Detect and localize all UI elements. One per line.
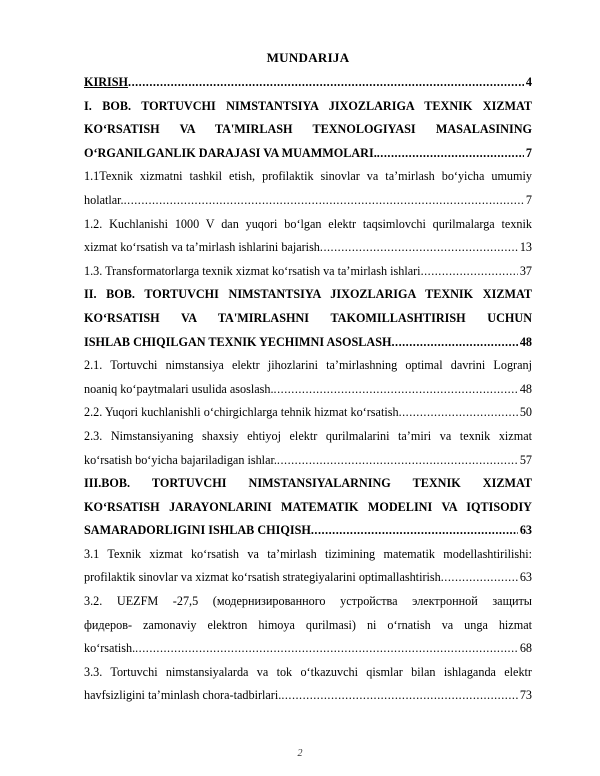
toc-entry[interactable] [84, 165, 532, 212]
toc-page-number: 63 [519, 523, 532, 538]
dot-leader [277, 449, 518, 473]
toc-entry-text: KO‘RSATISH JARAYONLARINI MATEMATIK MODELINI VA IQTISODIY [84, 499, 532, 514]
dot-leader [128, 71, 524, 95]
dot-leader [377, 142, 524, 166]
table-of-contents [84, 71, 532, 708]
toc-entry[interactable] [84, 354, 532, 401]
toc-entry-text: III.BOB. TORTUVCHI NIMSTANSIYALARNING TEXNIK XIZMAT [84, 476, 532, 491]
toc-entry[interactable] [84, 401, 532, 425]
toc-entry-text: 1.3. Transformatorlarga texnik xizmat ko‘rsatish va ta’mirlash ishlari [84, 263, 421, 278]
toc-entry[interactable] [84, 543, 532, 590]
toc-entry-text: holatlar. [84, 192, 124, 207]
toc-entry-text: 2.1. Tortuvchi nimstansiya elektr jihozlarini ta’mirlashning optimal davrini Logranj [84, 358, 532, 373]
toc-entry-text: KO‘RSATISH VA TA'MIRLASH TEXNOLOGIYASI MASALASINING [84, 122, 532, 137]
toc-page-number: 73 [519, 688, 532, 703]
toc-entry-text: II. BOB. TORTUVCHI NIMSTANTSIYA JIXOZLARIGA TEXNIK XIZMAT [84, 287, 532, 302]
dot-leader [281, 684, 518, 708]
toc-entry-text: фидеров- zamonaviy elektron himoya qurilmasi) ni o‘rnatish va unga hizmat [84, 617, 532, 632]
toc-entry[interactable] [84, 260, 532, 284]
page-title: MUNDARIJA [266, 50, 350, 65]
toc-page-number: 50 [519, 405, 532, 420]
toc-page-number: 4 [525, 75, 532, 89]
toc-entry-text: noaniq ko‘paytmalari usulida asoslash. [84, 381, 274, 396]
dot-leader [441, 566, 518, 590]
dot-leader [399, 401, 518, 425]
toc-page-number: 63 [519, 570, 532, 585]
toc-page-number: 37 [519, 263, 532, 278]
dot-leader [274, 378, 518, 402]
dot-leader [124, 189, 524, 213]
toc-entry-text: SAMARADORLIGINI ISHLAB CHIQISH [84, 523, 311, 538]
toc-entry-text: xizmat ko‘rsatish va ta’mirlash ishlarini bajarish [84, 240, 320, 255]
toc-page-number: 48 [519, 381, 532, 396]
toc-entry-text: KO‘RSATISH VA TA'MIRLASHNI TAKOMILLASHTIRISH UCHUN [84, 310, 532, 325]
toc-entry-text: profilaktik sinovlar va xizmat ko‘rsatish strategiyalarini optimallashtirish [84, 570, 441, 585]
toc-entry-text: havfsizligini ta’minlash chora-tadbirlari. [84, 688, 282, 703]
toc-entry-text: ko‘rsatish bo‘yicha bajariladigan ishlar. [84, 452, 277, 467]
toc-entry-text: KIRISH [84, 75, 129, 89]
toc-entry-text: O‘RGANILGANLIK DARAJASI VA MUAMMOLARI. [84, 145, 377, 160]
toc-entry-text: ISHLAB CHIQILGAN TEXNIK YECHIMNI ASOSLASH [84, 334, 392, 349]
toc-entry[interactable] [84, 590, 532, 661]
toc-entry[interactable] [84, 71, 532, 95]
dot-leader [391, 331, 517, 355]
toc-entry-text: 2.3. Nimstansiyaning shaxsiy ehtiyoj elektr qurilmalarini ta’miri va texnik xizmat [84, 428, 532, 443]
toc-entry-text: I. BOB. TORTUVCHI NIMSTANTSIYA JIXOZLARIGA TEXNIK XIZMAT [84, 98, 532, 113]
document-page [84, 50, 532, 708]
toc-page-number: 57 [519, 452, 532, 467]
toc-page-number: 7 [525, 145, 532, 160]
toc-page-number: 48 [519, 334, 532, 349]
page-number: 2 [297, 748, 303, 759]
dot-leader [311, 519, 518, 543]
toc-entry[interactable] [84, 283, 532, 354]
dot-leader [135, 637, 518, 661]
toc-page-number: 68 [519, 641, 532, 656]
toc-entry[interactable] [84, 661, 532, 708]
toc-entry-text: ko‘rsatish. [84, 641, 136, 656]
toc-page-number: 7 [525, 192, 532, 207]
dot-leader [421, 260, 518, 284]
toc-entry-text: 1.1Texnik xizmatni tashkil etish, profilaktik sinovlar va ta’mirlash bo‘yicha umumiy [84, 169, 532, 184]
dot-leader [320, 236, 518, 260]
toc-entry[interactable] [84, 472, 532, 543]
toc-page-number: 13 [519, 240, 532, 255]
toc-entry[interactable] [84, 95, 532, 166]
toc-entry-text: 2.2. Yuqori kuchlanishli o‘chirgichlarga tehnik hizmat ko‘rsatish [84, 405, 399, 420]
toc-entry[interactable] [84, 425, 532, 472]
toc-entry[interactable] [84, 213, 532, 260]
toc-entry-text: 1.2. Kuchlanishi 1000 V dan yuqori bo‘lgan elektr taqsimlovchi qurilmalarga texnik [84, 216, 532, 231]
toc-entry-text: 3.1 Texnik xizmat ko‘rsatish va ta’mirlash tizimining matematik modellashtirilishi: [84, 546, 532, 561]
toc-entry-text: 3.3. Tortuvchi nimstansiyalarda va tok o‘tkazuvchi qismlar bilan ishlaganda elektr [84, 664, 532, 679]
toc-entry-text: 3.2. UEZFM -27,5 (модернизированного устройства электронной защиты [84, 594, 532, 609]
